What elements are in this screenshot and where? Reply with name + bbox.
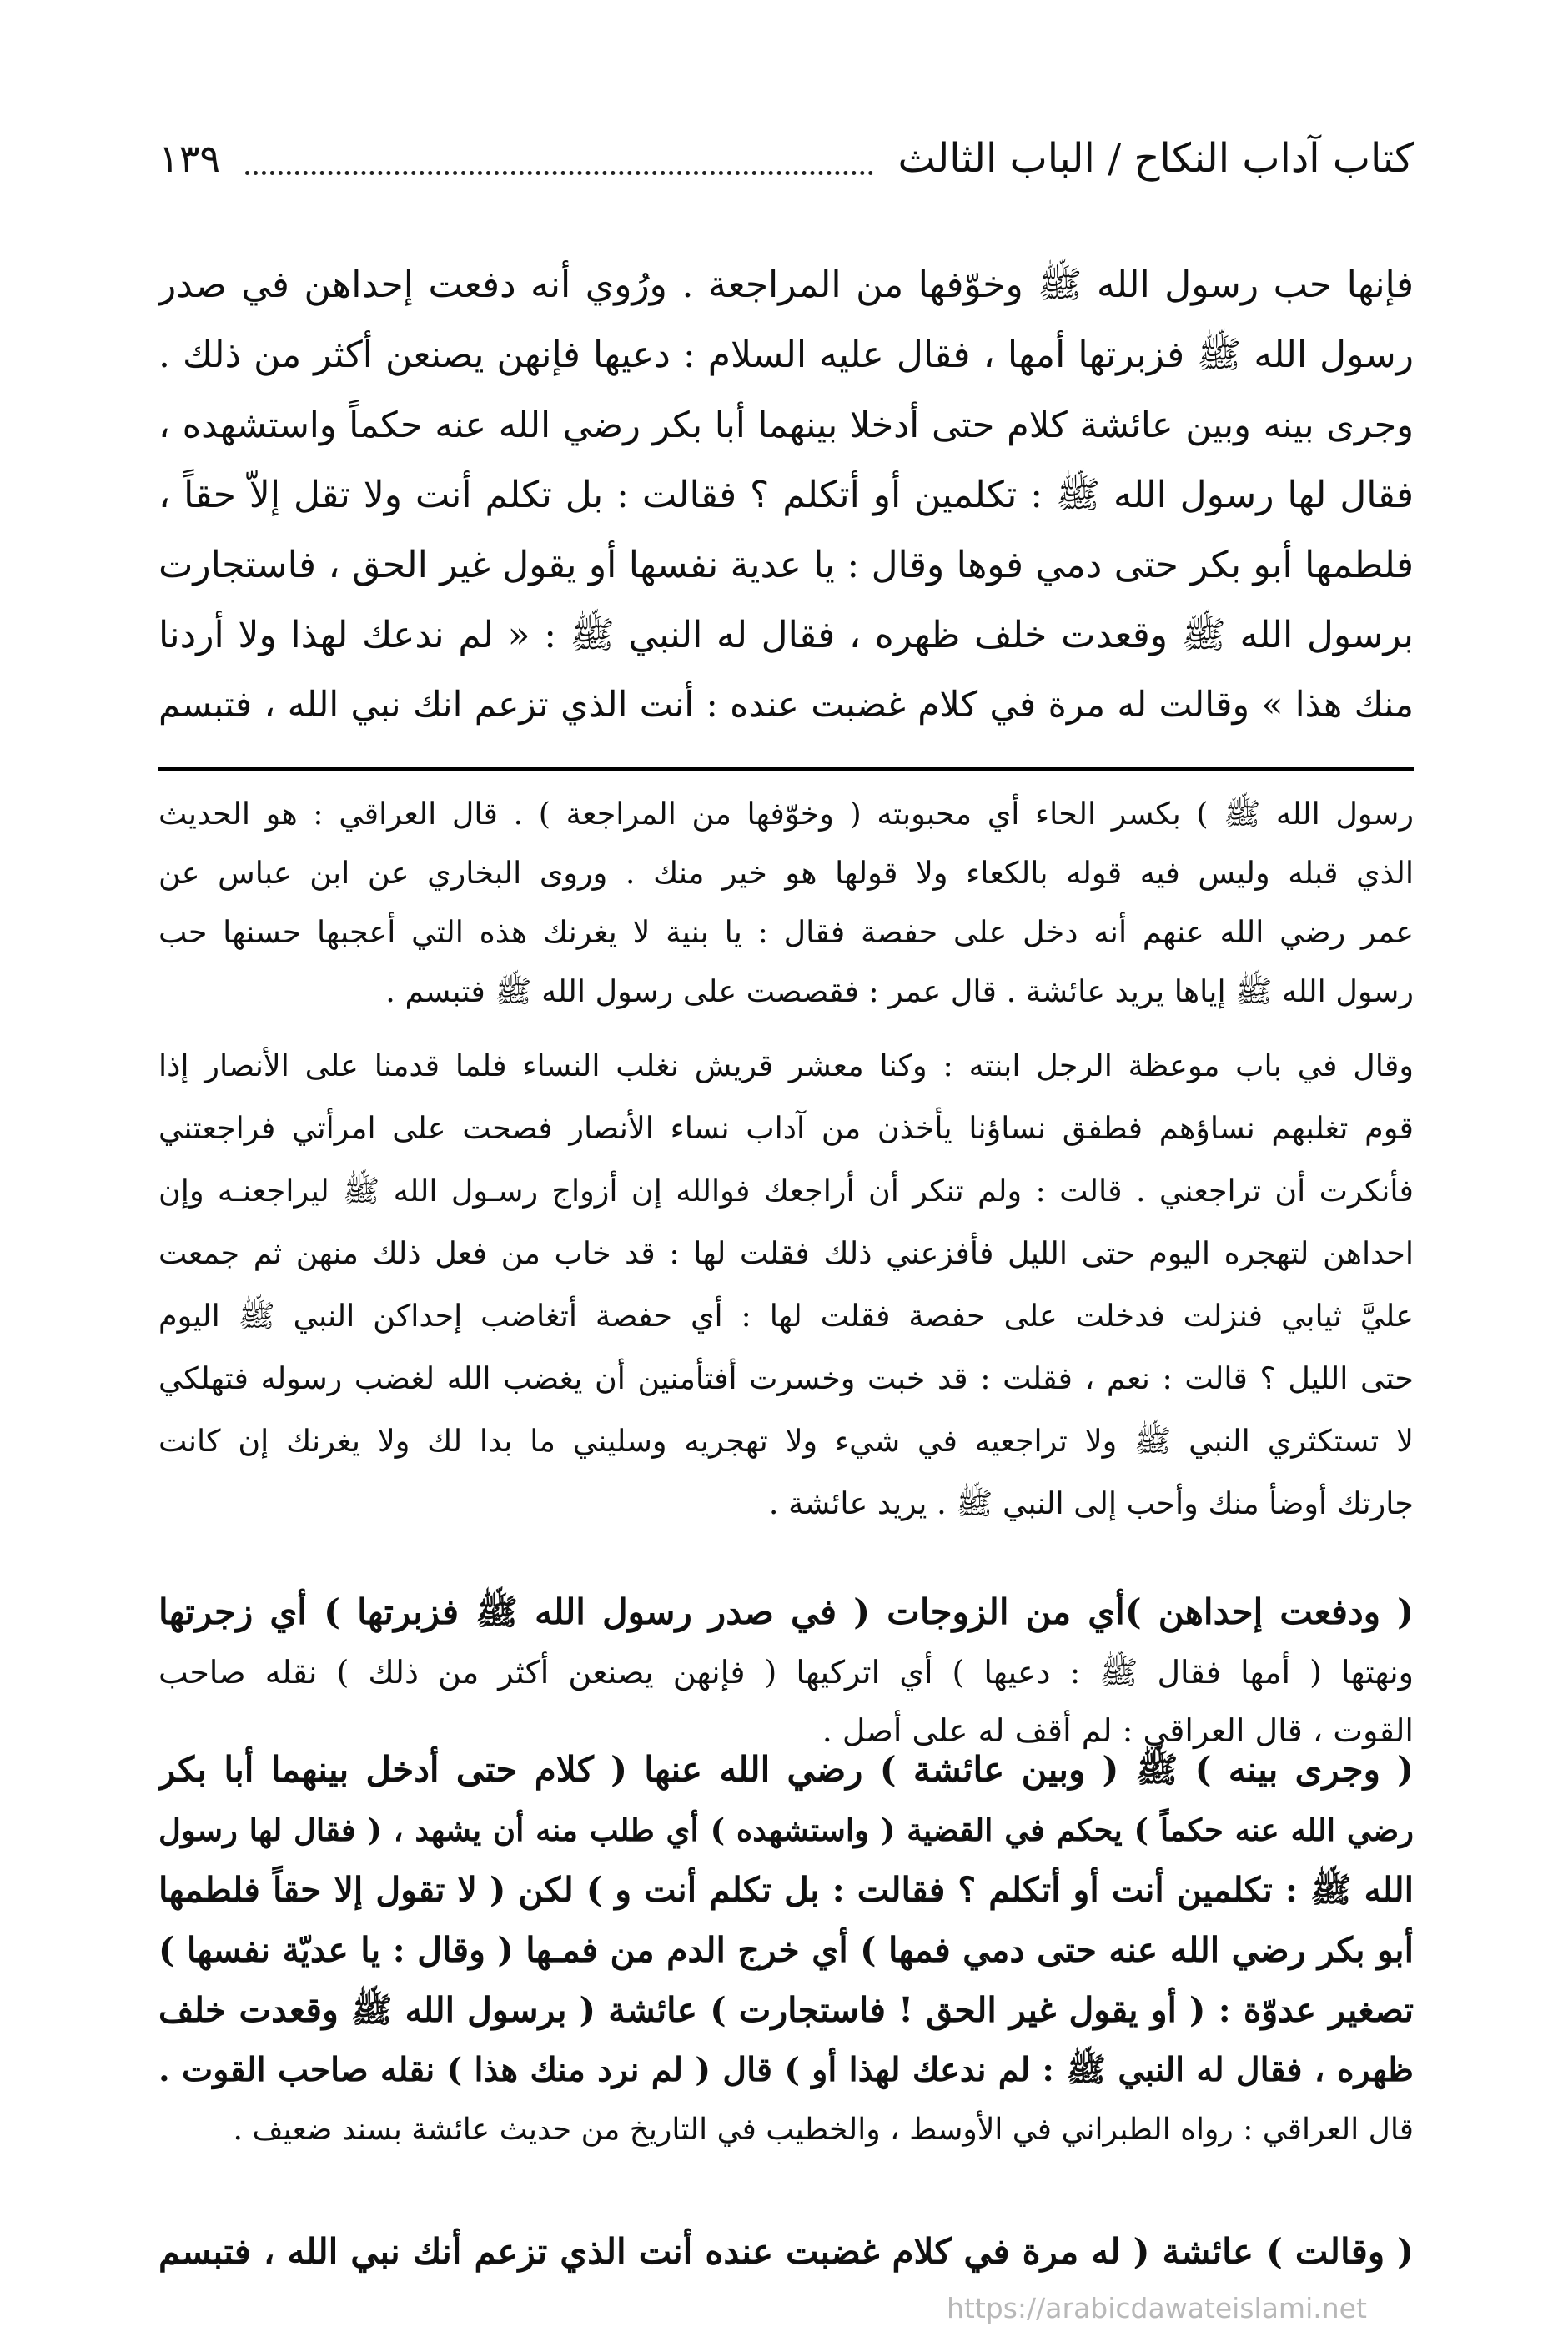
commentary-line: الذي قبله وليس فيه قوله بالكعاء ولا قولها هو خير منك . وروى البخاري عن ابن عباس عن — [158, 855, 1414, 891]
commentary-line: ( وجرى بينه ) ﷺ ( وبين عائشة ) رضي الله عنها ( كلام حتى أدخل بينهما أبا بكر — [158, 1749, 1414, 1790]
commentary-line: رضي الله عنه حكماً ) يحكم في القضية ( واستشهده ) أي طلب منه أن يشهد ، ( فقال لها رسول — [158, 1812, 1414, 1848]
main-line: برسول الله ﷺ وقعدت خلف ظهره ، فقال له النبي ﷺ : « لم ندعك لهذا ولا أردنا — [158, 614, 1414, 656]
commentary-line: لا تستكثري النبي ﷺ ولا تراجعيه في شيء ولا تهجريه وسليني ما بدا لك ولا يغرنك إن كانت — [158, 1423, 1414, 1459]
commentary-paragraph-5 — [158, 2219, 1414, 2285]
commentary-line: عليَّ ثيابي فنزلت فدخلت على حفصة فقلت لها : أي حفصة أتغاضب إحداكن النبي ﷺ اليوم — [158, 1298, 1414, 1334]
main-line: وجرى بينه وبين عائشة كلام حتى أدخلا بينهما أبا بكر رضي الله عنه حكماً واستشهده ، — [158, 405, 1414, 446]
commentary-line: تصغير عدوّة : ( أو يقول غير الحق ! فاستجارت ) عائشة ( برسول الله ﷺ وقعدت خلف — [158, 1990, 1414, 2030]
page-number: ١٣٩ — [158, 136, 221, 181]
chapter-title: كتاب آداب النكاح / الباب الثالث — [897, 135, 1414, 182]
commentary-line: قوم تغلبهم نساؤهم فطفق نساؤنا يأخذن من آداب نساء الأنصار فصحت على امرأتي فراجعتني — [158, 1110, 1414, 1146]
main-line: منك هذا » وقالت له مرة في كلام غضبت عنده : أنت الذي تزعم انك نبي الله ، فتبسم — [158, 685, 1414, 726]
commentary-line: وقال في باب موعظة الرجل ابنته : وكنا معشر قريش نغلب النساء فلما قدمنا على الأنصار إذا — [158, 1048, 1414, 1083]
commentary-paragraph-4 — [158, 1740, 1414, 2160]
commentary-line: فأنكرت أن تراجعني . قالت : ولم تنكر أن أراجعك فوالله إن أزواج رسـول الله ﷺ ليراجعنـه وإن — [158, 1173, 1414, 1209]
commentary-line: رسول الله ﷺ إياها يريد عائشة . قال عمر : فقصصت على رسول الله ﷺ فتبسم . — [385, 973, 1414, 1009]
commentary-line: قال العراقي : رواه الطبراني في الأوسط ، والخطيب في التاريخ من حديث عائشة بسند ضعيف . — [233, 2113, 1414, 2147]
main-text — [158, 250, 1414, 741]
commentary-paragraph-2 — [158, 1034, 1414, 1535]
commentary-line: ( ودفعت إحداهن )أي من الزوجات ( في صدر رسول الله ﷺ فزبرتها ) أي زجرتها — [158, 1591, 1414, 1632]
commentary-line: القوت ، قال العراقي : لم أقف له على أصل . — [822, 1712, 1414, 1749]
commentary-line: عمر رضي الله عنهم أنه دخل على حفصة فقال : يا بنية لا يغرنك هذه التي أعجبها حسنها حب — [158, 914, 1414, 950]
commentary-line: ( وقالت ) عائشة ( له مرة في كلام غضبت عنده أنت الذي تزعم أنك نبي الله ، فتبسم — [158, 2231, 1414, 2272]
commentary-line: جارتك أوضأ منك وأحب إلى النبي ﷺ . يريد عائشة . — [768, 1485, 1414, 1521]
commentary-line: رسول الله ﷺ ) بكسر الحاء أي محبوبته ( وخوّفها من المراجعة ) . قال العراقي : هو الحديث — [158, 796, 1414, 832]
separator-rule — [158, 767, 1414, 771]
main-line: رسول الله ﷺ فزبرتها أمها ، فقال عليه السلام : دعيها فإنهن يصنعن أكثر من ذلك . — [158, 334, 1414, 376]
main-line: فقال لها رسول الله ﷺ : تكلمين أو أتكلم ؟ فقالت : بل تكلم أنت ولا تقل إلاّ حقاً ، — [158, 474, 1414, 516]
commentary-line: ظهره ، فقال له النبي ﷺ : لم ندعك لهذا أو ) قال ( لم نرد منك هذا ) نقله صاحب القوت . — [158, 2051, 1414, 2089]
running-header — [158, 132, 1414, 185]
commentary-line: أبو بكر رضي الله عنه حتى دمي فمها ) أي خرج الدم من فمـها ( وقال : يا عديّة نفسها ) — [158, 1930, 1414, 1970]
commentary-paragraph-1 — [158, 784, 1414, 1021]
commentary-line: احداهن لتهجره اليوم حتى الليل فأفزعني ذلك فقلت لها : قد خاب من فعل ذلك منهن ثم جمعت — [158, 1235, 1414, 1271]
header-dot-leader — [245, 163, 872, 175]
commentary-line: حتى الليل ؟ قالت : نعم ، فقلت : قد خبت وخسرت أفتأمنين أن يغضب الله لغضب رسوله فتهلكي — [158, 1360, 1414, 1396]
watermark-url: https://arabicdawateislami.net — [947, 2292, 1367, 2324]
commentary-line: ونهتها ( أمها فقال ﷺ : دعيها ) أي اتركيها ( فإنهن يصنعن أكثر من ذلك ) نقله صاحب — [158, 1654, 1414, 1691]
commentary-paragraph-3 — [158, 1581, 1414, 1760]
main-line: فإنها حب رسول الله ﷺ وخوّفها من المراجعة . ورُوي أنه دفعت إحداهن في صدر — [158, 264, 1414, 306]
main-line: فلطمها أبو بكر حتى دمي فوها وقال : يا عدية نفسها أو يقول غير الحق ، فاستجارت — [158, 544, 1414, 586]
commentary-line: الله ﷺ : تكلمين أنت أو أتكلم ؟ فقالت : بل تكلم أنت و ) لكن ( لا تقول إلا حقاً فلطمها — [158, 1870, 1414, 1910]
